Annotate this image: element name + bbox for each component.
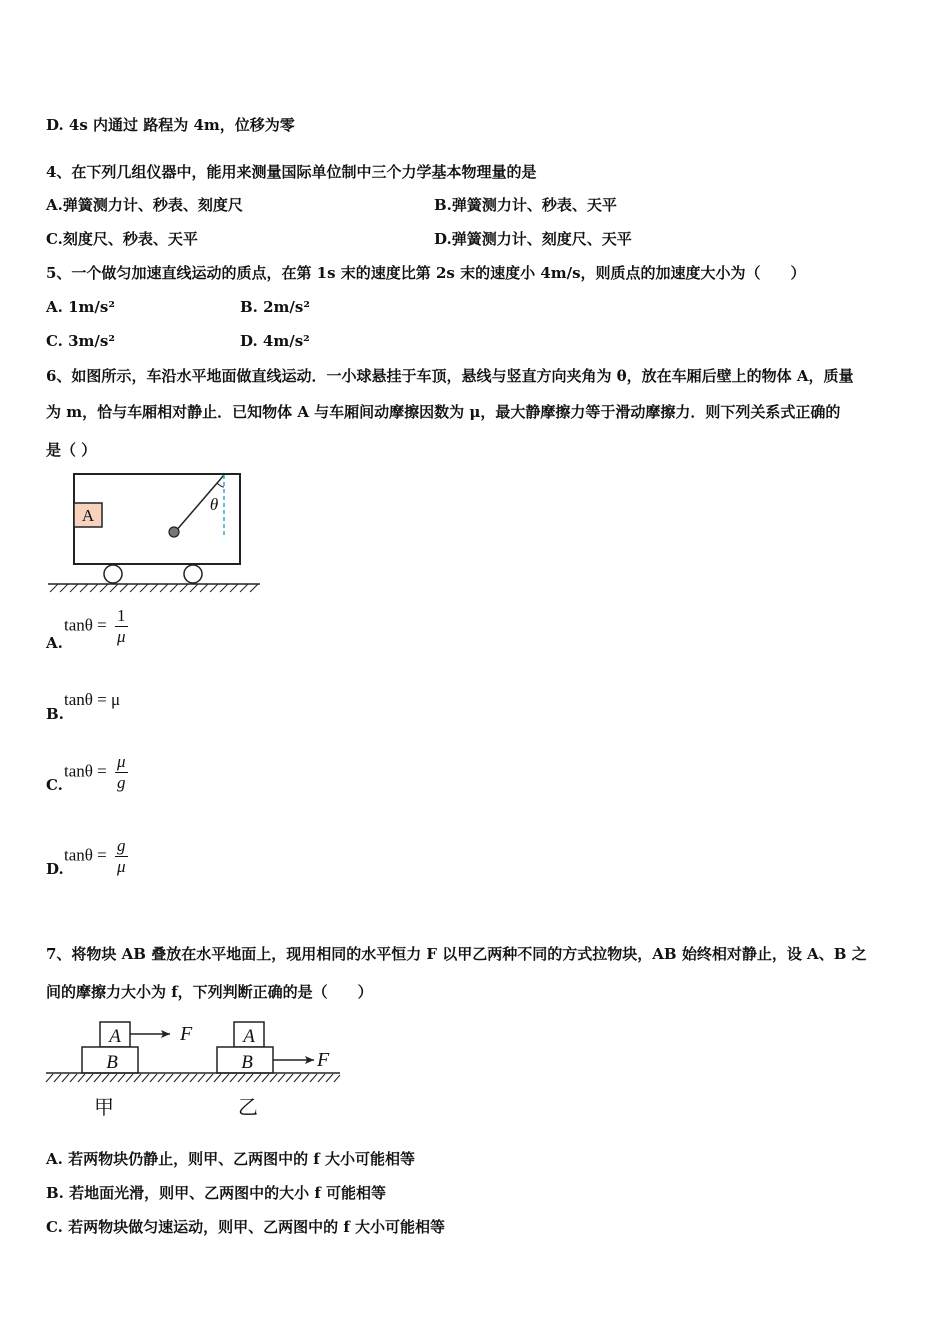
q6-stem-line2: 为 m，恰与车厢相对静止．已知物体 A 与车厢间动摩擦因数为 μ，最大静摩擦力等于滑动摩擦力．则下列关系式正确的: [46, 403, 841, 421]
q3-option-d: D. 4s 内通过 路程为 4m，位移为零: [46, 116, 295, 134]
q7-stem-line2: 间的摩擦力大小为 f，下列判断正确的是（ ）: [46, 983, 373, 1001]
q6-stem-line3: 是（ ）: [46, 441, 97, 459]
q4-option-c: C.刻度尺、秒表、天平: [46, 230, 198, 248]
q5-option-a: A. 1m/s²: [46, 298, 115, 316]
q6-option-a-fraction: [115, 606, 128, 647]
theta-label: θ: [209, 495, 219, 514]
q6-option-c-lhs: tanθ =: [64, 761, 107, 781]
q6-option-c-fraction: [115, 752, 128, 793]
q7-option-b: B. 若地面光滑，则甲、乙两图中的大小 f 可能相等: [46, 1184, 387, 1202]
fig-label-yi: 乙: [238, 1097, 258, 1119]
angle-arc: [217, 483, 224, 487]
q5-option-d: D. 4m/s²: [240, 332, 310, 350]
q6-option-c-label: C.: [46, 776, 63, 794]
q4-stem: 4、在下列几组仪器中，能用来测量国际单位制中三个力学基本物理量的是: [46, 163, 537, 181]
fig-jia-block-a-label: A: [109, 1026, 121, 1047]
wheel-right: [184, 565, 202, 583]
q4-option-a: A.弹簧测力计、秒表、刻度尺: [46, 196, 243, 214]
fig-jia-block-b-label: B: [106, 1052, 118, 1073]
q6-option-d-label: D.: [46, 860, 64, 878]
wheel-left: [104, 565, 122, 583]
ground-hatch: [50, 584, 258, 592]
q5-stem: 5、一个做匀加速直线运动的质点，在第 1s 末的速度比第 2s 末的速度小 4m/s，则质点的加速度大小为（ ）: [46, 264, 806, 282]
q6-cart-figure: [44, 470, 264, 594]
q6-option-a-lhs: tanθ =: [64, 615, 107, 635]
q6-option-a-numerator: 1: [115, 606, 128, 627]
q7-stem-line1: 7、将物块 AB 叠放在水平地面上，现用相同的水平恒力 F 以甲乙两种不同的方式拉物块，AB 始终相对静止，设 A、B 之: [46, 945, 867, 963]
q6-option-a-label: A.: [46, 634, 63, 652]
fig-ground-hatch: [46, 1074, 340, 1082]
q4-option-d: D.弹簧测力计、刻度尺、天平: [434, 230, 632, 248]
q6-stem-line1: 6、如图所示，车沿水平地面做直线运动．一小球悬挂于车顶，悬线与竖直方向夹角为 θ，放在车厢后壁上的物体 A，质量: [46, 367, 854, 385]
q6-option-c-denominator: g: [117, 773, 126, 792]
q6-option-c-formula: [64, 752, 128, 793]
q6-option-d-fraction: [115, 836, 128, 877]
fig-yi-block-b-label: B: [241, 1052, 253, 1073]
q5-option-b: B. 2m/s²: [240, 298, 310, 316]
fig-label-jia: 甲: [94, 1097, 114, 1119]
fig-yi-force-label: F: [317, 1049, 330, 1071]
q5-option-c: C. 3m/s²: [46, 332, 115, 350]
fig-yi-block-a-label: A: [243, 1026, 255, 1047]
fig-jia-force-label: F: [180, 1023, 193, 1045]
q7-blocks-figure: [44, 1016, 344, 1122]
q6-option-d-lhs: tanθ =: [64, 845, 107, 865]
q6-option-a-denominator: μ: [117, 627, 126, 646]
q7-option-a: A. 若两物块仍静止，则甲、乙两图中的 f 大小可能相等: [46, 1150, 415, 1168]
q6-option-a-formula: [64, 606, 128, 647]
q6-option-c-numerator: μ: [117, 752, 126, 771]
block-a-label: A: [81, 506, 95, 525]
q6-option-d-numerator: g: [115, 836, 128, 857]
q4-option-b: B.弹簧测力计、秒表、天平: [434, 196, 617, 214]
q6-option-b-label: B.: [46, 705, 64, 723]
pendulum-ball: [169, 527, 179, 537]
q6-option-b-formula: tanθ = μ: [64, 690, 121, 709]
q6-option-d-formula: [64, 836, 128, 877]
q6-option-d-denominator: μ: [117, 857, 126, 876]
q7-option-c: C. 若两物块做匀速运动，则甲、乙两图中的 f 大小可能相等: [46, 1218, 446, 1236]
